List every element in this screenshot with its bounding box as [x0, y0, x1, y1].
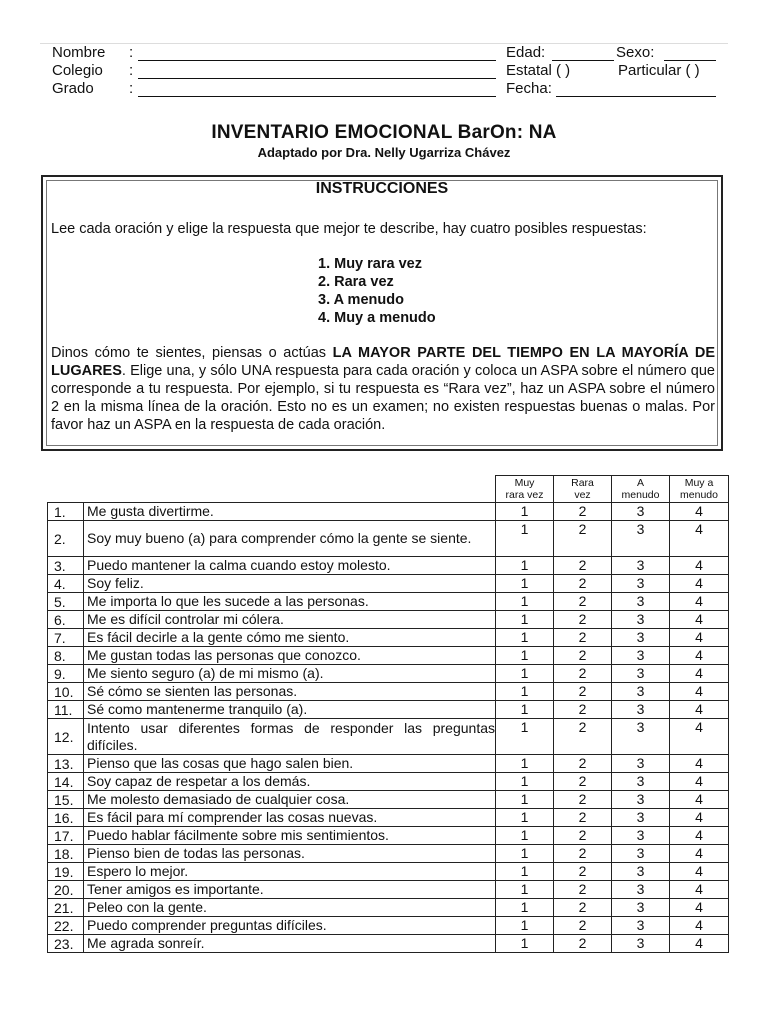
item-statement: Peleo con la gente. [84, 899, 496, 917]
response-option-1[interactable]: 1 [496, 773, 554, 791]
response-option-2[interactable]: 2 [554, 863, 612, 881]
response-option-3[interactable]: 3 [612, 701, 670, 719]
table-row [48, 503, 729, 521]
response-option-3[interactable]: 3 [612, 719, 670, 755]
response-option-3[interactable]: 3 [612, 773, 670, 791]
response-option-1[interactable]: 1 [496, 791, 554, 809]
table-row [48, 845, 729, 863]
response-option-3[interactable]: 3 [612, 593, 670, 611]
table-body [48, 503, 729, 953]
response-option-2[interactable]: 2 [554, 611, 612, 629]
response-option-2[interactable]: 2 [554, 593, 612, 611]
response-option-3[interactable]: 3 [612, 647, 670, 665]
response-option-3[interactable]: 3 [612, 899, 670, 917]
response-option-1[interactable]: 1 [496, 629, 554, 647]
response-option-4[interactable]: 4 [670, 719, 729, 755]
colegio-label: Colegio [52, 62, 103, 79]
response-option-2[interactable]: 2 [554, 755, 612, 773]
response-option-3[interactable]: 3 [612, 665, 670, 683]
instructions-heading: INSTRUCCIONES [315, 180, 449, 197]
nombre-field[interactable] [138, 60, 496, 61]
instructions-body-rest: . Elige una, y sólo UNA respuesta para cada oración y coloca un ASPA sobre el número que corresponde a tu respuesta. Por ejemplo, si tu respuesta es “Rara vez”, haz un ASPA sobre el número 2 en la misma línea de la oración. Esto no es un examen; no existen respuestas buenas o malas. Por favor haz un ASPA en la respuesta de cada oración. [51, 363, 715, 433]
response-option-3[interactable]: 3 [612, 521, 670, 557]
response-option-3[interactable]: 3 [612, 845, 670, 863]
item-number: 5. [48, 593, 84, 611]
table-row [48, 701, 729, 719]
fecha-label: Fecha: [506, 80, 552, 97]
grado-colon: : [129, 80, 134, 97]
response-option-4[interactable]: 4 [670, 845, 729, 863]
response-option-4[interactable]: 4 [670, 935, 729, 953]
response-option-3[interactable]: 3 [612, 881, 670, 899]
response-option-4[interactable]: 4 [670, 899, 729, 917]
item-number: 22. [48, 917, 84, 935]
item-number: 1. [48, 503, 84, 521]
item-statement: Puedo comprender preguntas difíciles. [84, 917, 496, 935]
item-statement: Me es difícil controlar mi cólera. [84, 611, 496, 629]
table-row [48, 791, 729, 809]
nombre-label: Nombre [52, 44, 106, 61]
item-number: 19. [48, 863, 84, 881]
item-number: 7. [48, 629, 84, 647]
response-option-1[interactable]: 1 [496, 503, 554, 521]
response-option-2[interactable]: 2 [554, 827, 612, 845]
response-option-1[interactable]: 1 [496, 899, 554, 917]
response-option-2[interactable]: 2 [554, 503, 612, 521]
response-option-4[interactable]: 4 [670, 755, 729, 773]
column-header: Muy rara vez [496, 476, 554, 503]
instructions-box [41, 175, 723, 451]
questionnaire-table [47, 475, 729, 953]
response-option-1[interactable]: 1 [496, 827, 554, 845]
item-statement: Soy muy bueno (a) para comprender cómo la gente se siente. [84, 521, 496, 557]
item-statement: Me agrada sonreír. [84, 935, 496, 953]
header-blank [48, 476, 84, 503]
item-number: 20. [48, 881, 84, 899]
item-number: 6. [48, 611, 84, 629]
response-option-2[interactable]: 2 [554, 881, 612, 899]
response-option-3[interactable]: 3 [612, 863, 670, 881]
table-header-row [48, 476, 729, 503]
table-row [48, 611, 729, 629]
response-option-1[interactable]: 1 [496, 917, 554, 935]
table-row [48, 881, 729, 899]
response-option-3[interactable]: 3 [612, 755, 670, 773]
table-row [48, 629, 729, 647]
item-statement: Me siento seguro (a) de mi mismo (a). [84, 665, 496, 683]
response-option-2[interactable]: 2 [554, 701, 612, 719]
item-statement: Intento usar diferentes formas de responder las preguntas difíciles. [84, 719, 496, 755]
item-statement: Espero lo mejor. [84, 863, 496, 881]
column-header: Muy a menudo [670, 476, 729, 503]
nombre-colon: : [129, 44, 134, 61]
item-statement: Puedo mantener la calma cuando estoy molesto. [84, 557, 496, 575]
item-number: 23. [48, 935, 84, 953]
table-row [48, 899, 729, 917]
item-number: 4. [48, 575, 84, 593]
item-statement: Soy capaz de respetar a los demás. [84, 773, 496, 791]
table-row [48, 557, 729, 575]
edad-label: Edad: [506, 44, 546, 61]
response-option-2[interactable]: 2 [554, 899, 612, 917]
response-option-4[interactable]: 4 [670, 611, 729, 629]
header-blank [84, 476, 496, 503]
response-option-1[interactable]: 1 [496, 755, 554, 773]
instructions-intro: Lee cada oración y elige la respuesta que mejor te describe, hay cuatro posibles respuestas: [51, 221, 647, 237]
table-row [48, 755, 729, 773]
response-option-2[interactable]: 2 [554, 521, 612, 557]
response-option-2[interactable]: 2 [554, 557, 612, 575]
response-option-2[interactable]: 2 [554, 917, 612, 935]
response-option-2[interactable]: 2 [554, 629, 612, 647]
response-option-4[interactable]: 4 [670, 557, 729, 575]
page-subtitle: Adaptado por Dra. Nelly Ugarriza Chávez [257, 145, 511, 160]
response-option-4[interactable]: 4 [670, 863, 729, 881]
instructions-body-lead: Dinos cómo te sientes, piensas o actúas [51, 345, 333, 361]
response-option-3[interactable]: 3 [612, 827, 670, 845]
response-option-1[interactable]: 1 [496, 719, 554, 755]
table-row [48, 521, 729, 557]
response-option-4[interactable]: 4 [670, 665, 729, 683]
item-statement: Me molesto demasiado de cualquier cosa. [84, 791, 496, 809]
item-number: 10. [48, 683, 84, 701]
table-row [48, 917, 729, 935]
response-option-4[interactable]: 4 [670, 827, 729, 845]
table-row [48, 827, 729, 845]
response-option-4[interactable]: 4 [670, 881, 729, 899]
grado-field[interactable] [138, 96, 496, 97]
response-option-2[interactable]: 2 [554, 575, 612, 593]
item-statement: Es fácil decirle a la gente cómo me siento. [84, 629, 496, 647]
response-option-1[interactable]: 1 [496, 935, 554, 953]
item-statement: Sé cómo se sienten las personas. [84, 683, 496, 701]
response-option-2[interactable]: 2 [554, 773, 612, 791]
instructions-body [51, 344, 715, 434]
colegio-field[interactable] [138, 78, 496, 79]
item-number: 9. [48, 665, 84, 683]
sexo-label: Sexo: [616, 44, 655, 61]
response-option-1[interactable]: 1 [496, 665, 554, 683]
option-3: 3. A menudo [318, 292, 404, 308]
response-option-3[interactable]: 3 [612, 611, 670, 629]
item-number: 11. [48, 701, 84, 719]
response-option-1[interactable]: 1 [496, 809, 554, 827]
response-option-1[interactable]: 1 [496, 683, 554, 701]
response-option-4[interactable]: 4 [670, 701, 729, 719]
response-option-4[interactable]: 4 [670, 503, 729, 521]
item-number: 2. [48, 521, 84, 557]
sexo-field[interactable] [664, 60, 716, 61]
response-option-3[interactable]: 3 [612, 629, 670, 647]
response-option-1[interactable]: 1 [496, 701, 554, 719]
response-option-1[interactable]: 1 [496, 593, 554, 611]
response-option-4[interactable]: 4 [670, 683, 729, 701]
response-option-1[interactable]: 1 [496, 521, 554, 557]
response-option-3[interactable]: 3 [612, 809, 670, 827]
item-statement: Me gusta divertirme. [84, 503, 496, 521]
response-option-4[interactable]: 4 [670, 773, 729, 791]
response-option-3[interactable]: 3 [612, 557, 670, 575]
response-option-3[interactable]: 3 [612, 575, 670, 593]
column-header: Rara vez [554, 476, 612, 503]
table-row [48, 593, 729, 611]
response-options-list [318, 255, 436, 327]
response-option-4[interactable]: 4 [670, 917, 729, 935]
response-option-4[interactable]: 4 [670, 593, 729, 611]
response-option-2[interactable]: 2 [554, 665, 612, 683]
table-row [48, 683, 729, 701]
response-option-1[interactable]: 1 [496, 557, 554, 575]
item-number: 13. [48, 755, 84, 773]
item-number: 12. [48, 719, 84, 755]
fecha-field[interactable] [556, 96, 716, 97]
response-option-3[interactable]: 3 [612, 935, 670, 953]
response-option-2[interactable]: 2 [554, 683, 612, 701]
option-1: 1. Muy rara vez [318, 256, 422, 272]
item-number: 16. [48, 809, 84, 827]
item-statement: Tener amigos es importante. [84, 881, 496, 899]
table-row [48, 665, 729, 683]
response-option-1[interactable]: 1 [496, 881, 554, 899]
response-option-4[interactable]: 4 [670, 647, 729, 665]
option-2: 2. Rara vez [318, 274, 394, 290]
response-option-4[interactable]: 4 [670, 791, 729, 809]
table-row [48, 935, 729, 953]
table-row [48, 773, 729, 791]
table-row [48, 647, 729, 665]
item-number: 15. [48, 791, 84, 809]
response-option-2[interactable]: 2 [554, 809, 612, 827]
option-4: 4. Muy a menudo [318, 310, 436, 326]
item-number: 8. [48, 647, 84, 665]
item-statement: Pienso bien de todas las personas. [84, 845, 496, 863]
table-row [48, 719, 729, 755]
response-option-2[interactable]: 2 [554, 647, 612, 665]
response-option-1[interactable]: 1 [496, 575, 554, 593]
item-number: 18. [48, 845, 84, 863]
item-statement: Pienso que las cosas que hago salen bien. [84, 755, 496, 773]
page-title: INVENTARIO EMOCIONAL BarOn: NA [211, 122, 557, 143]
item-number: 21. [48, 899, 84, 917]
item-number: 3. [48, 557, 84, 575]
item-statement: Me gustan todas las personas que conozco. [84, 647, 496, 665]
response-option-2[interactable]: 2 [554, 935, 612, 953]
response-option-1[interactable]: 1 [496, 845, 554, 863]
response-option-3[interactable]: 3 [612, 917, 670, 935]
particular-option[interactable]: Particular ( ) [618, 62, 700, 79]
response-option-2[interactable]: 2 [554, 845, 612, 863]
response-option-4[interactable]: 4 [670, 575, 729, 593]
response-option-3[interactable]: 3 [612, 683, 670, 701]
item-statement: Soy feliz. [84, 575, 496, 593]
estatal-option[interactable]: Estatal ( ) [506, 62, 571, 79]
response-option-2[interactable]: 2 [554, 719, 612, 755]
grado-label: Grado [52, 80, 94, 97]
item-statement: Me importa lo que les sucede a las personas. [84, 593, 496, 611]
column-header: A menudo [612, 476, 670, 503]
item-number: 17. [48, 827, 84, 845]
response-option-3[interactable]: 3 [612, 503, 670, 521]
response-option-1[interactable]: 1 [496, 611, 554, 629]
colegio-colon: : [129, 62, 134, 79]
response-option-4[interactable]: 4 [670, 521, 729, 557]
response-option-3[interactable]: 3 [612, 791, 670, 809]
table-row [48, 863, 729, 881]
item-statement: Es fácil para mí comprender las cosas nuevas. [84, 809, 496, 827]
response-option-4[interactable]: 4 [670, 809, 729, 827]
item-statement: Sé como mantenerme tranquilo (a). [84, 701, 496, 719]
table-row [48, 575, 729, 593]
response-option-2[interactable]: 2 [554, 791, 612, 809]
response-option-1[interactable]: 1 [496, 647, 554, 665]
item-statement: Puedo hablar fácilmente sobre mis sentimientos. [84, 827, 496, 845]
response-option-4[interactable]: 4 [670, 629, 729, 647]
item-number: 14. [48, 773, 84, 791]
edad-field[interactable] [552, 60, 614, 61]
response-option-1[interactable]: 1 [496, 863, 554, 881]
instructions-body-emphasis: LA MAYOR PARTE DEL TIEMPO EN LA MAYORÍA DE LUGARES [51, 345, 715, 379]
table-row [48, 809, 729, 827]
